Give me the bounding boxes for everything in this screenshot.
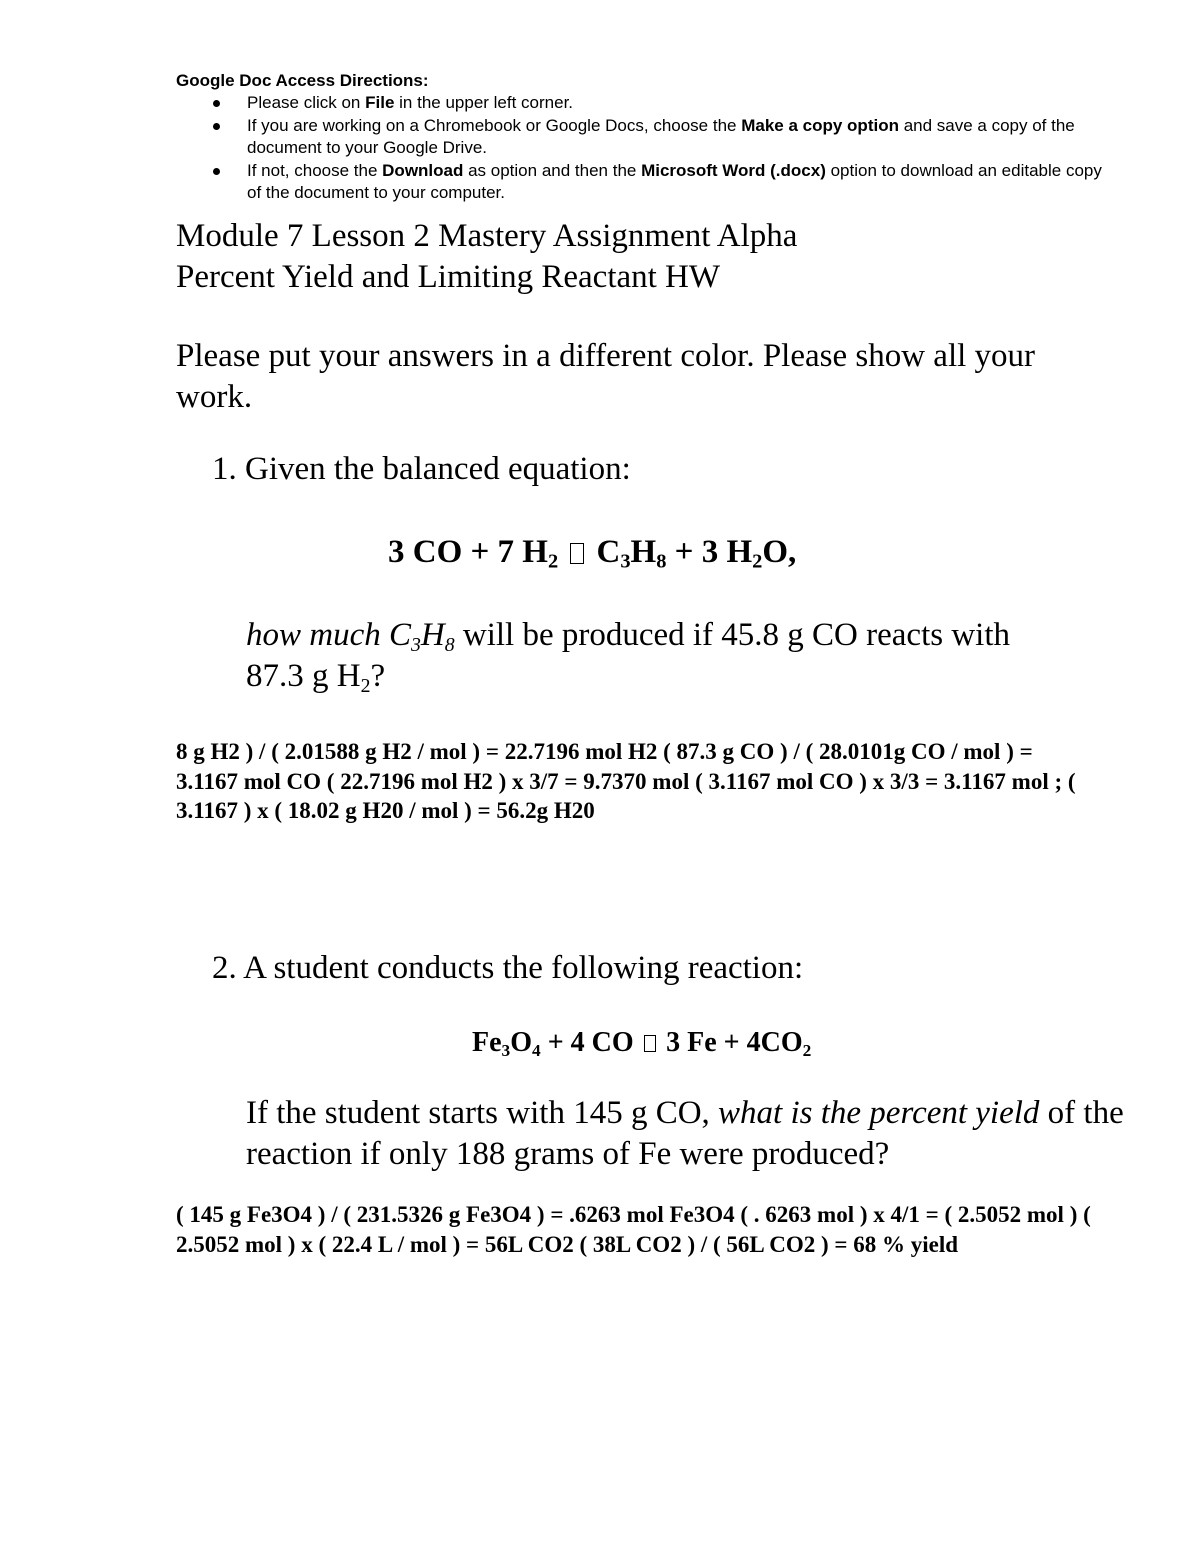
question-1-label: 1. Given the balanced equation: [212, 451, 631, 487]
prompt-italic: H [420, 617, 445, 653]
directions-text: and save a copy of the document to your Google Drive. [247, 115, 1075, 158]
directions-bold: Microsoft Word (.docx) [641, 160, 826, 180]
eq-subscript: 8 [656, 550, 667, 573]
eq-text: Fe [472, 1027, 502, 1058]
prompt-subscript: 2 [360, 674, 371, 697]
eq-text: + 3 H [666, 534, 753, 570]
directions-text: Please click on [247, 93, 366, 112]
directions-item [176, 115, 1116, 160]
question-1-prompt [246, 615, 1066, 696]
eq-text: C [596, 534, 621, 570]
directions-text: in the upper left corner. [394, 93, 574, 112]
eq-subscript: 4 [532, 1040, 541, 1060]
bullet-icon [213, 100, 220, 107]
prompt-text: of the reaction if only 188 grams of Fe were produced? [246, 1095, 1124, 1172]
directions-title: Google Doc Access Directions: [176, 71, 429, 90]
prompt-subscript: 8 [444, 633, 455, 656]
prompt-text: If the student starts with 145 g CO, [246, 1095, 719, 1131]
directions-item [176, 160, 1116, 205]
prompt-italic: how much C [246, 617, 411, 653]
directions-bold: Download [382, 160, 464, 180]
access-directions [176, 70, 1116, 205]
directions-text: as option and then the [463, 160, 642, 180]
eq-text: 3 Fe + 4CO [659, 1027, 803, 1058]
directions-item [176, 92, 1116, 115]
missing-glyph-icon [570, 543, 584, 563]
directions-bold: Make a copy option [741, 115, 899, 135]
title-line-2: Percent Yield and Limiting Reactant HW [176, 258, 721, 295]
question-2-equation [472, 1023, 811, 1063]
directions-text: If you are working on a Chromebook or Google Docs, choose the [247, 115, 742, 135]
directions-list [176, 92, 1116, 205]
directions-text: If not, choose the [247, 160, 383, 180]
question-1-answer: 8 g H2 ) / ( 2.01588 g H2 / mol ) = 22.7196 mol H2 ( 87.3 g CO ) / ( 28.0101g CO / mol ) = 3.1167 mol CO ( 22.7196 mol H2 ) x 3/7 = 9.7370 mol ( 3.1167 mol CO ) x 3/3 = 3.1167 mol ; ( 3.1167 ) x ( 18.02 g H20 / mol ) = 56.2g H20 [176, 739, 1076, 823]
eq-text: O, [762, 534, 797, 570]
question-2-prompt [246, 1093, 1126, 1174]
title-line-1: Module 7 Lesson 2 Mastery Assignment Alpha [176, 218, 798, 254]
prompt-text: will be produced if 45.8 g CO reacts with 87.3 g H [246, 617, 1011, 694]
directions-bold: File [365, 93, 395, 112]
eq-text: H [630, 534, 657, 570]
prompt-italic: what is the percent yield [718, 1095, 1040, 1131]
document-title [176, 216, 797, 297]
eq-text: 3 CO + 7 H [388, 534, 548, 570]
question-2-answer: ( 145 g Fe3O4 ) / ( 231.5326 g Fe3O4 ) = .6263 mol Fe3O4 ( . 6263 mol ) x 4/1 = ( 2.5052 mol ) ( 2.5052 mol ) x ( 22.4 L / mol ) = 56L CO2 ( 38L CO2 ) / ( 56L CO2 ) = 68 % yield [176, 1202, 1091, 1257]
prompt-text: ? [370, 657, 386, 694]
question-2-label: 2. A student conducts the following reaction: [212, 950, 804, 986]
bullet-icon [213, 123, 220, 130]
bullet-icon [213, 168, 220, 175]
question-1-equation [388, 532, 796, 572]
prompt-subscript: 3 [411, 633, 421, 656]
eq-text: + 4 CO [540, 1027, 641, 1058]
eq-subscript: 3 [620, 550, 631, 573]
directions-text: option to download an editable copy of the document to your computer. [247, 160, 1102, 203]
eq-subscript: 2 [752, 550, 763, 573]
eq-subscript: 3 [501, 1040, 511, 1060]
eq-text: O [510, 1027, 532, 1058]
missing-glyph-icon [644, 1035, 656, 1052]
eq-subscript: 2 [547, 550, 559, 573]
eq-subscript: 2 [802, 1040, 812, 1060]
instructions-text: Please put your answers in a different color. Please show all your work. [176, 338, 1036, 415]
